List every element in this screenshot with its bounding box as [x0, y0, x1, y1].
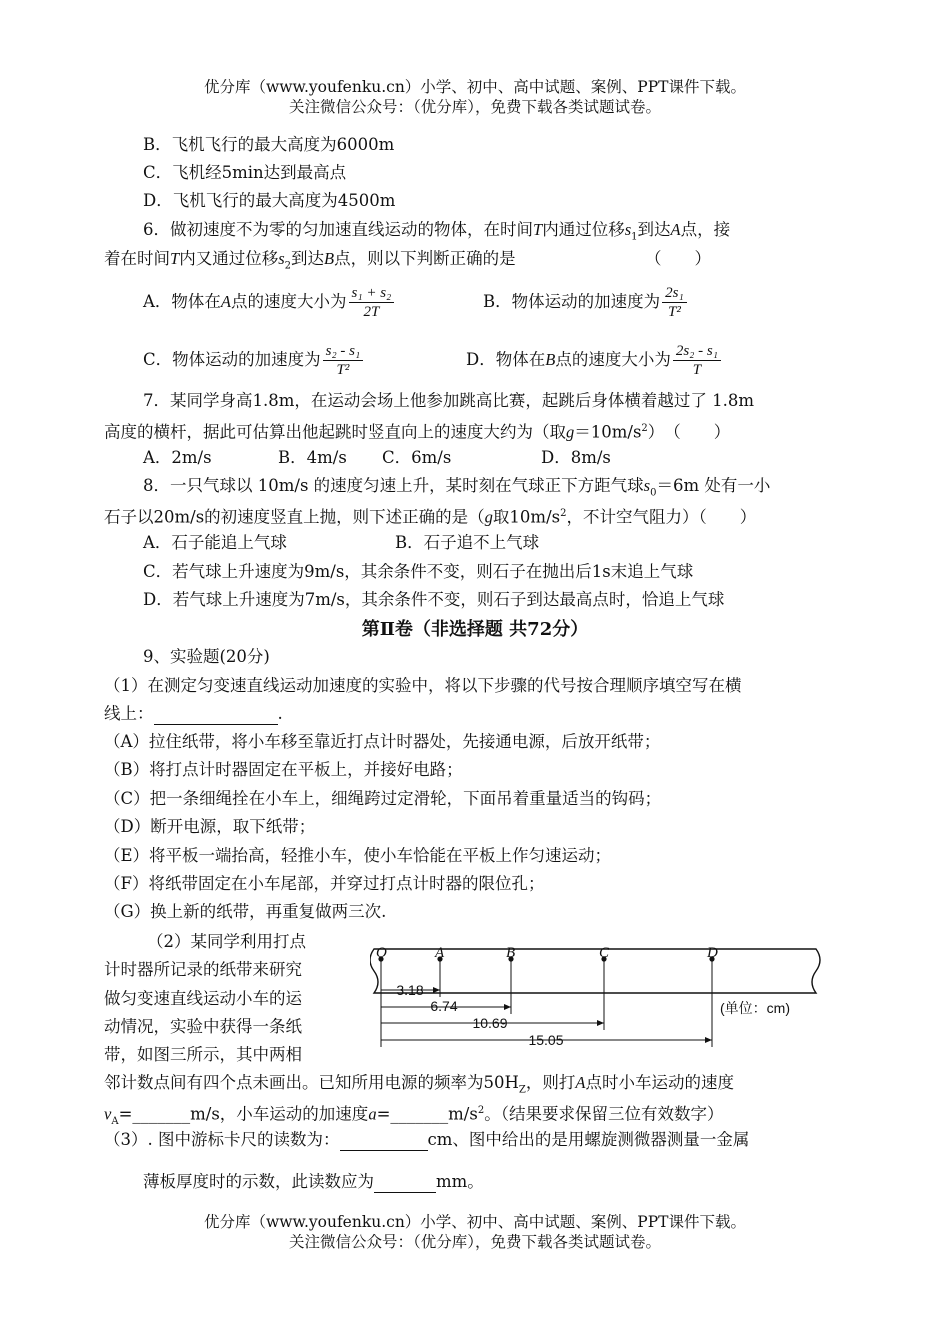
q7-stem-line-2: 高度的横杆，据此可估算出他起跳时竖直向上的速度大约为（取$g=10m/s^2$） （ ）: [104, 422, 731, 442]
label-b: B: [506, 945, 516, 961]
q6-option-d: D．物体在B点的速度大小为 $\frac{\text{2s₂ - s₁}}{T}$: [466, 342, 723, 379]
arrowhead-c: [597, 1020, 604, 1026]
header-line-1: 优分库（www.youfenku.cn）小学、初中、高中试题、案例、PPT课件下载。: [203, 78, 747, 96]
q8-option-c: C．若气球上升速度为9m/s，其余条件不变，则石子在抛出后1s末追上气球: [143, 562, 694, 581]
q6-option-d-fraction: $\frac{\text{2s₂ - s₁}}{T}$: [673, 342, 721, 379]
q9-part1-line-2: 线上： .: [104, 704, 283, 723]
arrowhead-a: [433, 987, 440, 993]
q6-option-a: A．物体在A点的速度大小为 $\frac{\text{s₁ + s₂}}{2T}$: [143, 284, 396, 321]
distance-oa: 3.18: [396, 982, 424, 998]
q9-part2-line: 计时器所记录的纸带来研究: [104, 960, 302, 979]
q9-part1-line-1: （1）在测定匀变速直线运动加速度的实验中，将以下步骤的代号按合理顺序填空写在横: [104, 676, 742, 695]
footer-line-2: 关注微信公众号：（优分库），免费下载各类试题试卷。: [288, 1233, 661, 1251]
q9-step: （F）将纸带固定在小车尾部，并穿过打点计时器的限位孔；: [104, 874, 545, 893]
unit-label: (单位：cm): [720, 1000, 790, 1016]
q5-option-c: C．飞机经5min达到最高点: [143, 163, 347, 182]
label-d: D: [707, 945, 718, 961]
vernier-reading-blank: [340, 1134, 428, 1151]
q9-part2-line: （2）某同学利用打点: [147, 932, 306, 951]
q9-part2-line: 做匀变速直线运动小车的运: [104, 989, 302, 1008]
distance-oc: 10.69: [472, 1015, 508, 1031]
q9-part2-line-7: $v_A=\_\_\_\_\_\_\_m/s$，小车运动的加速度$a=\_\_\_\_\_\_\_m/s^2$。（结果要求保留三位有效数字）: [104, 1104, 724, 1127]
section-title: 第Ⅱ卷（非选择题 共72分）: [361, 619, 589, 640]
label-c: C: [599, 945, 610, 961]
micrometer-reading-blank: [374, 1176, 436, 1193]
label-o: O: [376, 945, 387, 961]
q7-option-d: D．8m/s: [541, 448, 611, 467]
q9-step: （G）换上新的纸带，再重复做两三次.: [104, 902, 387, 921]
distance-od: 15.05: [528, 1032, 564, 1048]
q6-option-b-fraction: $\frac{\text{2s₁}}{\text{T²}}$: [662, 284, 687, 321]
q5-option-b: B．飞机飞行的最大高度为6000m: [143, 135, 395, 154]
q9-step: （B）将打点计时器固定在平板上，并接好电路；: [104, 760, 463, 779]
q9-step: （D）断开电源，取下纸带；: [104, 817, 316, 836]
q8-stem-line-2: 石子以20m/s的初速度竖直上抛，则下述正确的是（g取$10m/s^2$，不计空气阻力）（ ）: [104, 507, 757, 527]
q7-option-c: C．6m/s: [382, 448, 452, 467]
q8-option-a: A．石子能追上气球: [143, 533, 287, 552]
q9-part3-line-2: 薄板厚度时的示数，此读数应为 mm。: [143, 1172, 484, 1191]
q9-part2-line: 带，如图三所示，其中两相: [104, 1045, 302, 1064]
q6-option-b: B．物体运动的加速度为 $\frac{\text{2s₁}}{\text{T²}}$: [483, 284, 689, 321]
q6-answer-paren: （ ）: [645, 249, 711, 268]
header-line-2: 关注微信公众号：（优分库），免费下载各类试题试卷。: [288, 98, 661, 116]
q6-option-c: C．物体运动的加速度为 $\frac{\text{s₂ - s₁}}{\text{T²}}$: [143, 342, 365, 379]
q6-stem-line-1: 6．做初速度不为零的匀加速直线运动的物体，在时间T内通过位移$s_1$到达A点，接: [143, 220, 731, 243]
label-a: A: [435, 945, 445, 961]
footer-line-1: 优分库（www.youfenku.cn）小学、初中、高中试题、案例、PPT课件下载。: [203, 1213, 747, 1231]
q8-option-b: B．石子追不上气球: [395, 533, 540, 552]
distance-ob: 6.74: [430, 998, 458, 1014]
q7-option-a: A．2m/s: [143, 448, 212, 467]
q6-option-c-fraction: $\frac{\text{s₂ - s₁}}{\text{T²}}$: [323, 342, 364, 379]
arrowhead-d: [705, 1037, 712, 1043]
q9-part2-line-6: 邻计数点间有四个点未画出。已知所用电源的频率为$50H_Z$，则打A点时小车运动的速度: [104, 1073, 734, 1096]
q8-stem-line-1: 8．一只气球以 10m/s 的速度匀速上升，某时刻在气球正下方距气球$s_0=6m$ 处有一小: [143, 476, 771, 499]
q5-option-d: D．飞机飞行的最大高度为4500m: [143, 191, 396, 210]
q7-stem-line-1: 7．某同学身高1.8m，在运动会场上他参加跳高比赛，起跳后身体横着越过了 1.8m: [143, 391, 755, 410]
q9-step: （E）将平板一端抬高，轻推小车，使小车恰能在平板上作匀速运动；: [104, 846, 612, 865]
q8-option-d: D．若气球上升速度为7m/s，其余条件不变，则石子到达最高点时，恰追上气球: [143, 590, 725, 609]
q9-step: （C）把一条细绳拴在小车上，细绳跨过定滑轮，下面吊着重量适当的钩码；: [104, 789, 662, 808]
q6-stem-line-2: 着在时间T内又通过位移$s_2$到达B点，则以下判断正确的是: [104, 249, 516, 272]
q7-option-b: B．4m/s: [278, 448, 347, 467]
q9-title: 9、实验题(20分): [143, 647, 270, 666]
step-order-blank: [154, 708, 278, 725]
q9-part2-line: 动情况，实验中获得一条纸: [104, 1017, 302, 1036]
arrowhead-b: [504, 1004, 511, 1010]
paper-tape-figure: [370, 935, 840, 1075]
q9-step: （A）拉住纸带，将小车移至靠近打点计时器处，先接通电源，后放开纸带；: [104, 732, 661, 751]
q6-option-a-fraction: $\frac{\text{s₁ + s₂}}{2T}$: [349, 284, 395, 321]
q9-part3-line-1: （3）. 图中游标卡尺的读数为： cm、图中给出的是用螺旋测微器测量一金属: [104, 1130, 750, 1149]
